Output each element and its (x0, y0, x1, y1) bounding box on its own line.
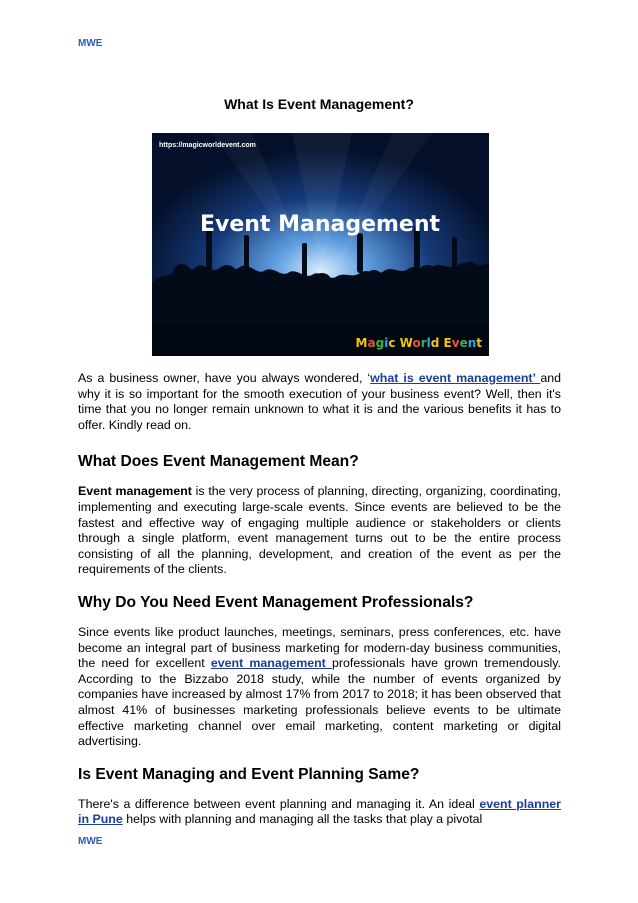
page-title: What Is Event Management? (224, 96, 414, 112)
professionals-text: Since events like product launches, meetings, seminars, press conferences, etc. have become an integral part of business marketing for modern-day business communities, the need for excellent (78, 624, 561, 671)
intro-text-rest: and why it is so important for the smooth execution of your business event? Well, then it's time that you no longer remain unknown to what it is and the various benefits it has to offer. Kindly read on. (78, 371, 562, 432)
professionals-text-rest: professionals have grown tremendously. According to the Bizzabo 2018 study, while the number of events organized by companies have increased by almost 17% from 2017 to 2018; it has been observed that almost 41% of businesses marketing professionals believe events to be ultimate effective marketing channel over email marketing, content marketing or digital advertising. (78, 656, 561, 749)
section-heading-professionals: Why Do You Need Event Management Professionals? (78, 593, 474, 611)
planning-text: There's a difference between event planning and managing it. An ideal (78, 796, 480, 811)
section-heading-meaning: What Does Event Management Mean? (78, 453, 359, 471)
planning-paragraph (78, 797, 561, 828)
footer-logo: MWE (78, 836, 103, 847)
header-logo: MWE (78, 38, 103, 49)
intro-paragraph (78, 371, 561, 433)
event-planner-pune-link[interactable]: event planner in Pune (78, 796, 561, 827)
image-brand-text: Magic World Event (355, 336, 482, 350)
planning-text-rest: helps with planning and managing all the tasks that play a pivotal (122, 812, 483, 827)
event-management-link[interactable]: event management (210, 656, 332, 671)
what-is-event-management-link[interactable]: what is event management’ (370, 371, 541, 385)
meaning-paragraph (78, 484, 561, 578)
professionals-paragraph (78, 625, 561, 750)
meaning-text: is the very process of planning, directing, organizing, coordinating, implementing and executing large-scale events. Since events are believed to be the fastest and effective way of engaging multiple audience or stakeholders or clients through a single platform, event management turns out to be the entire process consisting of all the planning, development, and creation of the event as per the requirements of the clients. (78, 484, 561, 577)
section-heading-planning: Is Event Managing and Event Planning Same? (78, 765, 420, 783)
image-heading: Event Management (199, 212, 441, 237)
bold-term: Event management (78, 484, 192, 499)
article-body (78, 371, 561, 828)
image-url-text: https://magicworldevent.com (159, 142, 256, 149)
hero-image (152, 133, 489, 356)
intro-text: As a business owner, have you always wondered, ‘ (78, 371, 371, 385)
